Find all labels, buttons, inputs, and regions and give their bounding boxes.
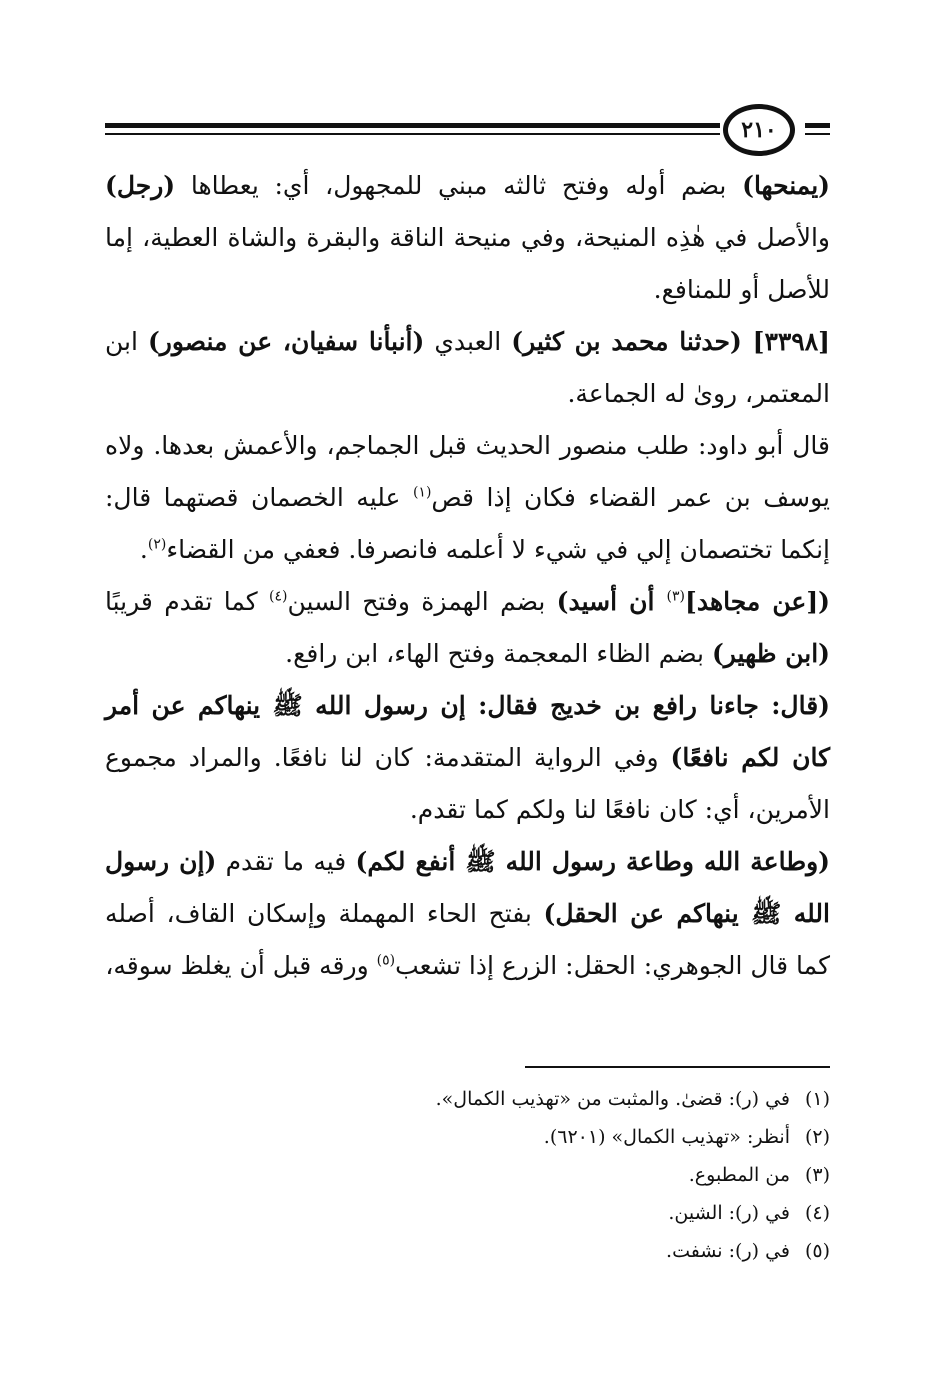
page-number: ٢١٠ xyxy=(723,104,795,156)
commentary-text: ابن المعتمر، روىٰ له الجماعة. xyxy=(105,327,830,408)
footnote-number: (٢) xyxy=(804,1126,830,1148)
paragraph xyxy=(105,576,830,680)
quoted-text: (وطاعة الله وطاعة رسول الله ﷺ أنفع لكم) xyxy=(355,847,830,876)
footnote-ref: (٤) xyxy=(269,588,288,605)
footnote-text: في (ر): الشين. xyxy=(668,1202,790,1224)
footnote-number: (٣) xyxy=(804,1164,830,1186)
commentary-text: . xyxy=(139,535,148,564)
paragraph xyxy=(105,316,830,420)
commentary-text: قال أبو داود: طلب منصور الحديث قبل الجماجم، والأعمش بعدها. ولاه يوسف بن عمر القضاء فكان إذا قص xyxy=(105,431,830,512)
footnote xyxy=(105,1118,830,1156)
quoted-text: (يمنحها) xyxy=(742,171,830,200)
quoted-text: (قال: جاءنا رافع بن خديج فقال: إن رسول الله ﷺ ينهاكم عن أمر كان لكم نافعًا) xyxy=(105,691,830,772)
footnote-ref: (٣) xyxy=(666,588,686,605)
paragraph xyxy=(105,680,830,836)
footnote xyxy=(105,1156,830,1194)
quoted-text: [٣٣٩٨] (حدثنا محمد بن كثير) xyxy=(511,327,830,356)
quoted-text: (إن رسول الله ﷺ ينهاكم عن الحقل) xyxy=(105,847,830,928)
footnote xyxy=(105,1080,830,1118)
footnote xyxy=(105,1194,830,1232)
main-text xyxy=(105,160,830,992)
footnote-number: (٥) xyxy=(804,1240,830,1262)
paragraph xyxy=(105,420,830,576)
footnote-text: من المطبوع. xyxy=(688,1164,790,1186)
commentary-text: العبدي xyxy=(424,327,512,356)
commentary-text: وفي الرواية المتقدمة: كان لنا نافعًا. والمراد مجموع الأمرين، أي: كان نافعًا لنا ولكم كما تقدم. xyxy=(105,743,830,824)
footnote-ref: (٢) xyxy=(147,536,167,553)
footnote-text: في (ر): قضىٰ. والمثبت من «تهذيب الكمال». xyxy=(435,1088,790,1110)
quoted-text: (رجل) xyxy=(105,171,176,200)
footnote-text: في (ر): نشفت. xyxy=(666,1240,790,1262)
quoted-text: (أنبأنا سفيان، عن منصور) xyxy=(147,327,425,356)
commentary-text: بضم الظاء المعجمة وفتح الهاء، ابن رافع. xyxy=(285,639,712,668)
commentary-text: بفتح الحاء المهملة وإسكان القاف، أصله كما قال الجوهري: الحقل: الزرع إذا تشعب xyxy=(105,899,830,980)
quoted-text: أن أسيد) xyxy=(556,587,667,616)
footnote-number: (١) xyxy=(804,1088,830,1110)
header-rule-right-thin xyxy=(805,133,830,135)
commentary-text: والأصل في هٰذِه المنيحة، وفي منيحة الناقة والبقرة والشاة العطية، إما للأصل أو للمنافع. xyxy=(105,223,830,304)
paragraph xyxy=(105,160,830,316)
commentary-text: كما تقدم قريبًا xyxy=(105,587,270,616)
commentary-text: بضم الهمزة وفتح السين xyxy=(287,587,557,616)
quoted-text: (ابن ظهير) xyxy=(711,639,830,668)
footnote-ref: (٥) xyxy=(376,952,396,969)
footnote xyxy=(105,1232,830,1270)
header-rule-thin xyxy=(105,133,720,135)
commentary-text: عليه الخصمان قصتهما قال: إنكما تختصمان إلي في شيء لا أعلمه فانصرفا. فعفي من القضاء xyxy=(105,483,830,564)
commentary-text: فيه ما تقدم xyxy=(216,847,356,876)
footnote-number: (٤) xyxy=(804,1202,830,1224)
footnote-text: أنظر: «تهذيب الكمال» (٦٢٠١). xyxy=(543,1126,790,1148)
commentary-text: بضم أوله وفتح ثالثه مبني للمجهول، أي: يعطاها xyxy=(175,171,743,200)
quoted-text: ([عن مجاهد] xyxy=(685,587,830,616)
footnote-ref: (١) xyxy=(412,484,432,501)
footnotes xyxy=(105,1080,830,1270)
commentary-text: ورقه قبل أن يغلظ سوقه، xyxy=(105,951,377,980)
header-rule-thick xyxy=(105,123,720,128)
page-header xyxy=(105,100,830,160)
header-rule-right-thick xyxy=(805,123,830,128)
paragraph xyxy=(105,836,830,992)
footnote-divider xyxy=(525,1066,830,1068)
